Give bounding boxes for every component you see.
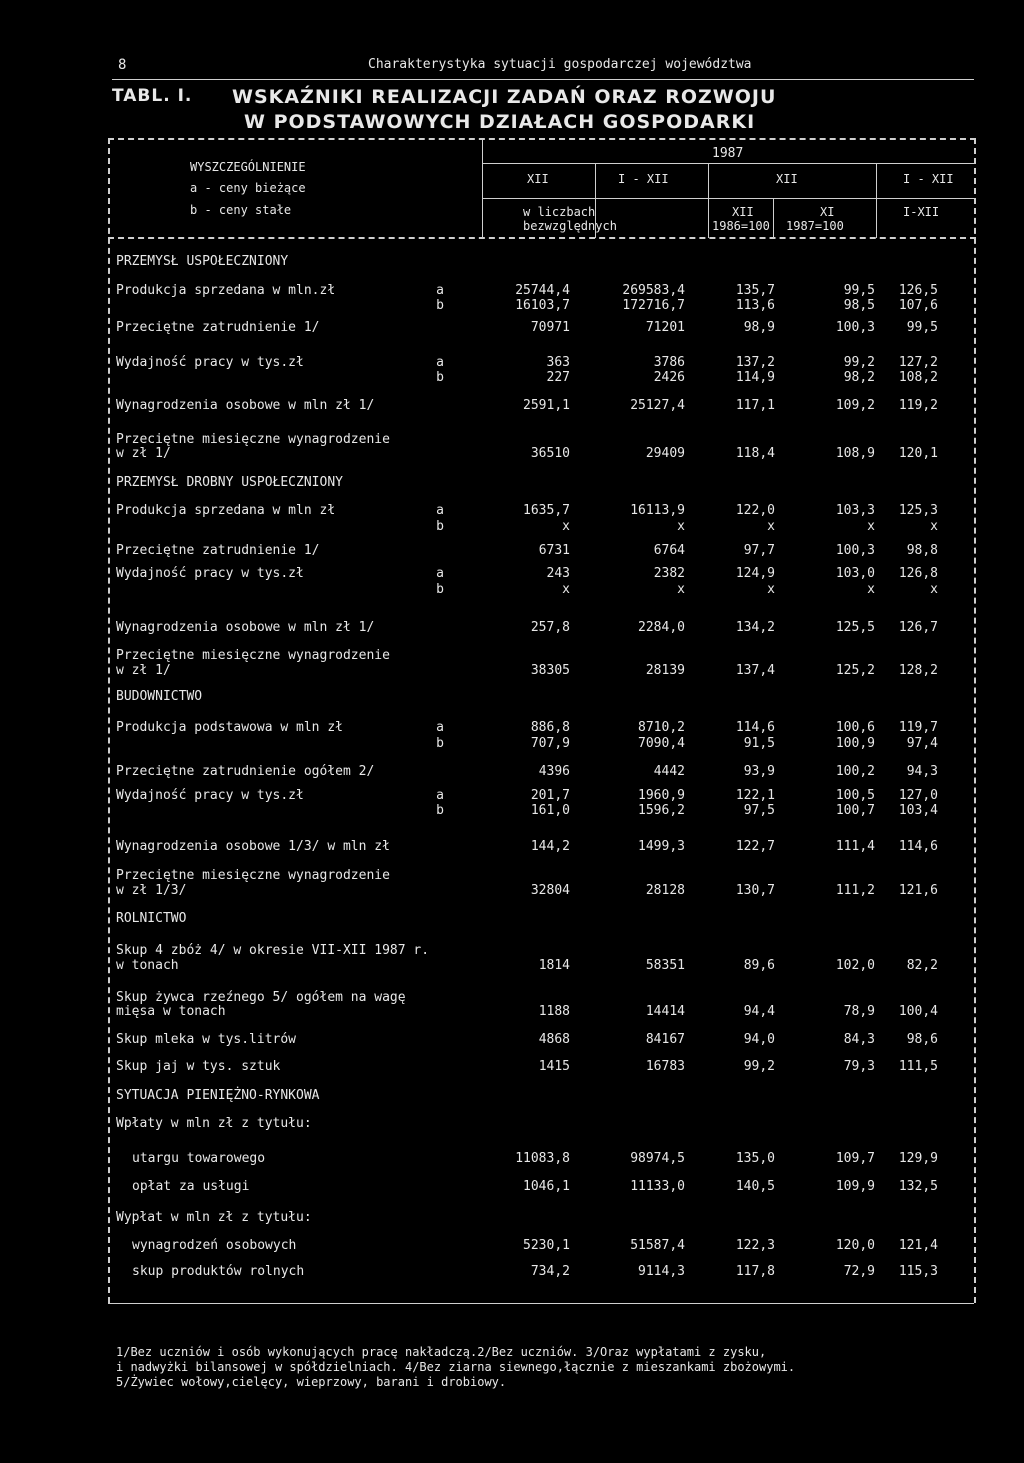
cell-abs-i-xii: 71201 (645, 320, 685, 335)
cell-idx-xi-1987: x (867, 519, 875, 534)
stub-divider (482, 138, 483, 238)
cell-abs-xii: 4396 (538, 764, 570, 779)
price-basis-marker: b (436, 370, 444, 385)
cell-idx-i-xii: 114,6 (898, 839, 938, 854)
cell-idx-xii-1986: x (767, 519, 775, 534)
cell-abs-i-xii: 3786 (653, 355, 685, 370)
stub-heading: WYSZCZEGÓLNIENIE (190, 160, 306, 174)
cell-abs-xii: 5230,1 (523, 1238, 570, 1253)
header-sub-xi-base: 1987=100 (786, 219, 844, 233)
cell-idx-i-xii: 127,0 (898, 788, 938, 803)
cell-abs-xii: 6731 (538, 543, 570, 558)
cell-abs-xii: 227 (546, 370, 570, 385)
cell-idx-i-xii: x (930, 582, 938, 597)
cell-idx-xii-1986: 98,9 (743, 320, 775, 335)
cell-abs-i-xii: 9114,3 (638, 1264, 685, 1279)
header-xii-group: XII (776, 172, 798, 186)
footnote-line2: i nadwyżki bilansowej w spółdzielniach. 4/Bez ziarna siewnego,łącznie z mieszankami zbożowymi. (116, 1360, 796, 1374)
cell-idx-xi-1987: 103,0 (835, 566, 875, 581)
cell-idx-xi-1987: x (867, 582, 875, 597)
header-xii: XII (527, 172, 549, 186)
cell-idx-i-xii: 98,8 (906, 543, 938, 558)
cell-abs-i-xii: 172716,7 (622, 298, 685, 313)
cell-idx-xii-1986: 94,4 (743, 1004, 775, 1019)
cell-idx-i-xii: 97,4 (906, 736, 938, 751)
cell-idx-i-xii: 120,1 (898, 446, 938, 461)
cell-abs-xii: 144,2 (530, 839, 570, 854)
col-divider-3 (876, 163, 877, 238)
cell-abs-xii: x (562, 519, 570, 534)
cell-idx-i-xii: 100,4 (898, 1004, 938, 1019)
cell-abs-i-xii: 84167 (645, 1032, 685, 1047)
cell-idx-xii-1986: 93,9 (743, 764, 775, 779)
row-label: skup produktów rolnych (132, 1264, 305, 1279)
cell-idx-xii-1986: 130,7 (735, 883, 775, 898)
cell-idx-xii-1986: 118,4 (735, 446, 775, 461)
header-sub-xii: XII (732, 205, 754, 219)
cell-abs-xii: 1188 (538, 1004, 570, 1019)
row-label: Wynagrodzenia osobowe w mln zł 1/ (116, 398, 375, 413)
section-heading: PRZEMYSŁ USPOŁECZNIONY (116, 254, 289, 269)
row-label: Skup jaj w tys. sztuk (116, 1059, 281, 1074)
cell-abs-xii: 11083,8 (515, 1151, 570, 1166)
cell-idx-xi-1987: 100,3 (835, 543, 875, 558)
cell-abs-i-xii: x (677, 519, 685, 534)
cell-idx-xi-1987: 98,2 (843, 370, 875, 385)
cell-idx-xii-1986: 122,7 (735, 839, 775, 854)
cell-abs-i-xii: 1960,9 (638, 788, 685, 803)
cell-idx-i-xii: 126,5 (898, 283, 938, 298)
cell-abs-i-xii: 7090,4 (638, 736, 685, 751)
cell-abs-i-xii: 8710,2 (638, 720, 685, 735)
cell-abs-xii: 4868 (538, 1032, 570, 1047)
cell-idx-i-xii: 103,4 (898, 803, 938, 818)
cell-idx-xii-1986: 117,1 (735, 398, 775, 413)
cell-idx-i-xii: 125,3 (898, 503, 938, 518)
cell-abs-i-xii: x (677, 582, 685, 597)
cell-abs-i-xii: 4442 (653, 764, 685, 779)
cell-idx-xi-1987: 100,2 (835, 764, 875, 779)
row-label: Przeciętne miesięczne wynagrodzenie (116, 648, 390, 663)
cell-idx-xii-1986: 137,2 (735, 355, 775, 370)
cell-idx-i-xii: 108,2 (898, 370, 938, 385)
section-heading: BUDOWNICTWO (116, 689, 203, 704)
row-label: Wydajność pracy w tys.zł (116, 788, 304, 803)
cell-abs-i-xii: 1596,2 (638, 803, 685, 818)
cell-idx-xi-1987: 100,3 (835, 320, 875, 335)
cell-idx-i-xii: x (930, 519, 938, 534)
cell-idx-xi-1987: 108,9 (835, 446, 875, 461)
cell-idx-xii-1986: 140,5 (735, 1179, 775, 1194)
cell-idx-xii-1986: 122,0 (735, 503, 775, 518)
cell-idx-xi-1987: 109,7 (835, 1151, 875, 1166)
cell-abs-i-xii: 2426 (653, 370, 685, 385)
row-label: opłat za usługi (132, 1179, 250, 1194)
cell-abs-xii: 1635,7 (523, 503, 570, 518)
row-label: Wynagrodzenia osobowe w mln zł 1/ (116, 620, 375, 635)
cell-abs-i-xii: 2382 (653, 566, 685, 581)
row-label: w tonach (116, 958, 179, 973)
cell-idx-i-xii: 115,3 (898, 1264, 938, 1279)
row-label: Produkcja podstawowa w mln zł (116, 720, 343, 735)
cell-abs-xii: 2591,1 (523, 398, 570, 413)
cell-idx-i-xii: 119,2 (898, 398, 938, 413)
price-basis-marker: a (436, 503, 444, 518)
header-sub-xi: XI (820, 205, 835, 219)
period-underline (482, 198, 974, 199)
cell-idx-xi-1987: 102,0 (835, 958, 875, 973)
cell-idx-xii-1986: 135,7 (735, 283, 775, 298)
cell-abs-xii: 25744,4 (515, 283, 570, 298)
row-label: Produkcja sprzedana w mln zł (116, 503, 336, 518)
cell-abs-xii: 707,9 (530, 736, 570, 751)
cell-abs-xii: 16103,7 (515, 298, 570, 313)
table-right-border (974, 138, 976, 1303)
cell-idx-xii-1986: 89,6 (743, 958, 775, 973)
stub-note-a: a - ceny bieżące (190, 181, 306, 195)
row-label: utargu towarowego (132, 1151, 266, 1166)
cell-abs-i-xii: 1499,3 (638, 839, 685, 854)
cell-idx-xii-1986: 113,6 (735, 298, 775, 313)
cell-idx-xii-1986: 91,5 (743, 736, 775, 751)
row-label: Skup 4 zbóż 4/ w okresie VII-XII 1987 r. (116, 943, 430, 958)
section-heading: ROLNICTWO (116, 911, 187, 926)
price-basis-marker: a (436, 566, 444, 581)
cell-idx-i-xii: 119,7 (898, 720, 938, 735)
cell-abs-xii: 36510 (530, 446, 570, 461)
header-i-xii-right: I - XII (903, 172, 954, 186)
cell-idx-i-xii: 111,5 (898, 1059, 938, 1074)
price-basis-marker: b (436, 298, 444, 313)
cell-idx-xii-1986: 99,2 (743, 1059, 775, 1074)
cell-idx-xi-1987: 99,2 (843, 355, 875, 370)
cell-abs-xii: 886,8 (530, 720, 570, 735)
cell-idx-i-xii: 128,2 (898, 663, 938, 678)
cell-idx-xi-1987: 111,4 (835, 839, 875, 854)
cell-idx-xii-1986: 122,3 (735, 1238, 775, 1253)
table-left-border (108, 138, 110, 1303)
row-label: Wydajność pracy w tys.zł (116, 566, 304, 581)
cell-idx-xi-1987: 103,3 (835, 503, 875, 518)
table-title-line1: WSKAŹNIKI REALIZACJI ZADAŃ ORAZ ROZWOJU (232, 86, 777, 108)
row-label: Skup mleka w tys.litrów (116, 1032, 297, 1047)
cell-idx-xi-1987: 72,9 (843, 1264, 875, 1279)
cell-abs-xii: 257,8 (530, 620, 570, 635)
cell-abs-xii: 1046,1 (523, 1179, 570, 1194)
cell-idx-xi-1987: 109,9 (835, 1179, 875, 1194)
table-top-border (108, 138, 976, 140)
year-underline (482, 163, 974, 164)
cell-idx-i-xii: 132,5 (898, 1179, 938, 1194)
cell-abs-xii: 32804 (530, 883, 570, 898)
row-label: wynagrodzeń osobowych (132, 1238, 297, 1253)
row-label: Przeciętne miesięczne wynagrodzenie (116, 868, 390, 883)
cell-idx-i-xii: 129,9 (898, 1151, 938, 1166)
cell-abs-i-xii: 11133,0 (630, 1179, 685, 1194)
running-title: Charakterystyka sytuacji gospodarczej województwa (368, 57, 752, 72)
cell-idx-i-xii: 98,6 (906, 1032, 938, 1047)
cell-abs-i-xii: 25127,4 (630, 398, 685, 413)
header-rule (112, 79, 974, 80)
cell-idx-i-xii: 94,3 (906, 764, 938, 779)
cell-abs-i-xii: 16113,9 (630, 503, 685, 518)
header-sub-xii-base: 1986=100 (712, 219, 770, 233)
cell-idx-i-xii: 126,8 (898, 566, 938, 581)
cell-idx-xii-1986: 117,8 (735, 1264, 775, 1279)
header-i-xii: I - XII (618, 172, 669, 186)
cell-idx-xii-1986: x (767, 582, 775, 597)
section-heading: PRZEMYSŁ DROBNY USPOŁECZNIONY (116, 475, 343, 490)
cell-abs-i-xii: 98974,5 (630, 1151, 685, 1166)
row-label: Wpłaty w mln zł z tytułu: (116, 1116, 312, 1131)
cell-idx-xii-1986: 94,0 (743, 1032, 775, 1047)
row-label: Skup żywca rzeźnego 5/ ogółem na wagę (116, 990, 406, 1005)
cell-idx-xii-1986: 134,2 (735, 620, 775, 635)
price-basis-marker: a (436, 355, 444, 370)
cell-idx-i-xii: 82,2 (906, 958, 938, 973)
cell-abs-i-xii: 51587,4 (630, 1238, 685, 1253)
cell-idx-xi-1987: 100,6 (835, 720, 875, 735)
cell-abs-xii: 161,0 (530, 803, 570, 818)
cell-abs-i-xii: 28139 (645, 663, 685, 678)
cell-idx-xi-1987: 100,5 (835, 788, 875, 803)
row-label: Przeciętne miesięczne wynagrodzenie (116, 432, 390, 447)
cell-idx-xii-1986: 122,1 (735, 788, 775, 803)
header-bottom-border (108, 237, 976, 239)
price-basis-marker: a (436, 283, 444, 298)
row-label: Wypłat w mln zł z tytułu: (116, 1210, 312, 1225)
price-basis-marker: a (436, 788, 444, 803)
cell-idx-i-xii: 107,6 (898, 298, 938, 313)
row-label: Wydajność pracy w tys.zł (116, 355, 304, 370)
row-label: w zł 1/3/ (116, 883, 187, 898)
cell-idx-xi-1987: 111,2 (835, 883, 875, 898)
cell-idx-xii-1986: 97,7 (743, 543, 775, 558)
header-abs-units-2: bezwzględnych (523, 219, 617, 233)
table-label: TABL. I. (112, 86, 193, 106)
cell-idx-xi-1987: 99,5 (843, 283, 875, 298)
cell-idx-xi-1987: 125,2 (835, 663, 875, 678)
cell-abs-xii: 1814 (538, 958, 570, 973)
row-label: Produkcja sprzedana w mln.zł (116, 283, 336, 298)
cell-abs-xii: 201,7 (530, 788, 570, 803)
cell-abs-i-xii: 2284,0 (638, 620, 685, 635)
cell-abs-i-xii: 28128 (645, 883, 685, 898)
section-heading: SYTUACJA PIENIĘŻNO-RYNKOWA (116, 1088, 320, 1103)
cell-abs-i-xii: 58351 (645, 958, 685, 973)
cell-abs-i-xii: 29409 (645, 446, 685, 461)
row-label: Przeciętne zatrudnienie 1/ (116, 543, 320, 558)
cell-abs-xii: x (562, 582, 570, 597)
table-title-line2: W PODSTAWOWYCH DZIAŁACH GOSPODARKI (244, 111, 756, 133)
cell-idx-xii-1986: 135,0 (735, 1151, 775, 1166)
cell-idx-xii-1986: 97,5 (743, 803, 775, 818)
cell-idx-i-xii: 121,6 (898, 883, 938, 898)
cell-idx-xi-1987: 78,9 (843, 1004, 875, 1019)
cell-idx-xi-1987: 98,5 (843, 298, 875, 313)
row-label: w zł 1/ (116, 446, 171, 461)
row-label: mięsa w tonach (116, 1004, 226, 1019)
cell-abs-i-xii: 6764 (653, 543, 685, 558)
cell-abs-xii: 1415 (538, 1059, 570, 1074)
row-label: Przeciętne zatrudnienie ogółem 2/ (116, 764, 375, 779)
cell-idx-xii-1986: 137,4 (735, 663, 775, 678)
cell-abs-xii: 363 (546, 355, 570, 370)
stub-note-b: b - ceny stałe (190, 203, 292, 217)
cell-idx-i-xii: 126,7 (898, 620, 938, 635)
cell-idx-i-xii: 121,4 (898, 1238, 938, 1253)
footnote-line3: 5/Żywiec wołowy,cielęcy, wieprzowy, barani i drobiowy. (116, 1375, 507, 1389)
cell-abs-xii: 243 (546, 566, 570, 581)
price-basis-marker: b (436, 519, 444, 534)
header-year: 1987 (712, 146, 744, 161)
price-basis-marker: b (436, 582, 444, 597)
price-basis-marker: b (436, 803, 444, 818)
price-basis-marker: b (436, 736, 444, 751)
price-basis-marker: a (436, 720, 444, 735)
cell-idx-xi-1987: 100,7 (835, 803, 875, 818)
cell-idx-xii-1986: 114,9 (735, 370, 775, 385)
row-label: Przeciętne zatrudnienie 1/ (116, 320, 320, 335)
cell-idx-xi-1987: 109,2 (835, 398, 875, 413)
cell-idx-i-xii: 99,5 (906, 320, 938, 335)
cell-idx-xi-1987: 125,5 (835, 620, 875, 635)
page-number: 8 (118, 57, 127, 73)
row-label: w zł 1/ (116, 663, 171, 678)
cell-abs-i-xii: 16783 (645, 1059, 685, 1074)
cell-idx-xi-1987: 84,3 (843, 1032, 875, 1047)
cell-idx-xi-1987: 120,0 (835, 1238, 875, 1253)
cell-idx-xi-1987: 100,9 (835, 736, 875, 751)
cell-idx-xii-1986: 114,6 (735, 720, 775, 735)
cell-abs-xii: 38305 (530, 663, 570, 678)
col-divider-4 (773, 198, 774, 238)
header-abs-units-1: w liczbach (523, 205, 596, 219)
footnote-line1: 1/Bez uczniów i osób wykonujących pracę nakładczą.2/Bez uczniów. 3/Oraz wypłatami z zysku, (116, 1345, 767, 1359)
cell-abs-xii: 70971 (530, 320, 570, 335)
cell-abs-i-xii: 269583,4 (622, 283, 685, 298)
cell-idx-xi-1987: 79,3 (843, 1059, 875, 1074)
cell-abs-i-xii: 14414 (645, 1004, 685, 1019)
header-sub-i-xii: I-XII (903, 205, 940, 219)
cell-abs-xii: 734,2 (530, 1264, 570, 1279)
row-label: Wynagrodzenia osobowe 1/3/ w mln zł (116, 839, 390, 854)
cell-idx-xii-1986: 124,9 (735, 566, 775, 581)
cell-idx-i-xii: 127,2 (898, 355, 938, 370)
col-divider-2 (708, 163, 709, 238)
table-bottom-border (108, 1303, 974, 1304)
